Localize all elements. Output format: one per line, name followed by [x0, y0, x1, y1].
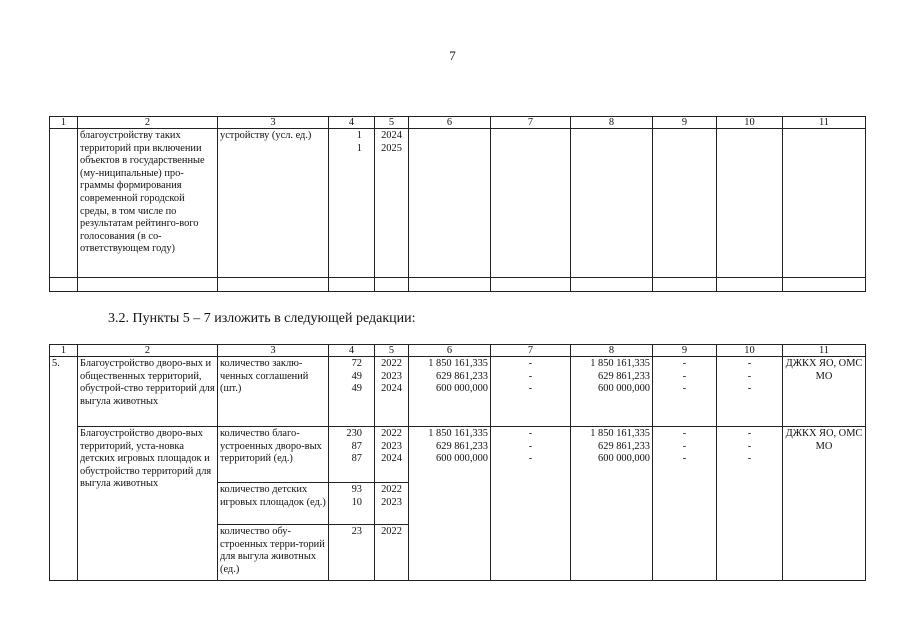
- dash: -: [747, 383, 752, 395]
- dash: -: [682, 453, 687, 465]
- dash: -: [747, 428, 752, 439]
- col-header: 11: [783, 117, 866, 129]
- col-header: 9: [653, 117, 717, 129]
- regional-funding-cell: [571, 427, 653, 581]
- value: 230: [346, 428, 362, 439]
- table-row: [50, 427, 866, 483]
- col-header: 4: [329, 117, 375, 129]
- amount: 600 000,000: [598, 453, 650, 465]
- dash: -: [528, 358, 533, 369]
- cell: [717, 129, 783, 278]
- dash: -: [528, 428, 533, 439]
- col-header: 8: [571, 345, 653, 357]
- col-header: 2: [78, 345, 218, 357]
- amount: 600 000,000: [436, 383, 488, 395]
- years-cell: [375, 427, 409, 483]
- value: 93: [351, 484, 362, 495]
- dash: -: [682, 358, 687, 369]
- amount: 629 861,233: [598, 370, 650, 382]
- local-funding-cell: [653, 427, 717, 581]
- page-number: 7: [449, 48, 456, 63]
- dash: -: [682, 440, 687, 452]
- table1-header-row: [50, 117, 866, 129]
- amount: 600 000,000: [436, 453, 488, 465]
- federal-funding-cell: [491, 357, 571, 427]
- year: 2022: [381, 484, 402, 495]
- col-header: 6: [409, 117, 491, 129]
- amendment-paragraph: 3.2. Пункты 5 – 7 изложить в следующей редакции:: [108, 311, 416, 326]
- col-header: 6: [409, 345, 491, 357]
- value: 72: [351, 358, 362, 369]
- dash: -: [747, 453, 752, 465]
- dash: -: [682, 428, 687, 439]
- col-header: 1: [50, 345, 78, 357]
- cell: [409, 278, 491, 292]
- years-cell: [375, 357, 409, 427]
- cell: [571, 129, 653, 278]
- federal-funding-cell: [491, 427, 571, 581]
- table-row: [50, 129, 866, 278]
- cell: [50, 278, 78, 292]
- regional-funding-cell: [571, 357, 653, 427]
- measure-description: благоустройству таких территорий при включении объектов в государственные (му-ниципальные) про-граммы формирования современной городской среды, в том числе по результатам рейтинго-вого голосования (в со-ответствующем году): [78, 129, 218, 278]
- extra-budget-cell: [717, 357, 783, 427]
- value: 87: [351, 440, 362, 452]
- indicator-cell: устройству (усл. ед.): [218, 129, 329, 278]
- value: 23: [351, 526, 362, 537]
- dash: -: [528, 370, 533, 382]
- years-cell: [375, 525, 409, 581]
- indicator-cell: количество заклю-ченных соглашений (шт.): [218, 357, 329, 427]
- indicator-cell: количество благо-устроенных дворо-вых территорий (ед.): [218, 427, 329, 483]
- col-header: 3: [218, 345, 329, 357]
- executor-cell: ДЖКХ ЯО, ОМС МО: [783, 357, 866, 427]
- year: 2024: [381, 130, 402, 141]
- col-header: 5: [375, 345, 409, 357]
- amount: 600 000,000: [598, 383, 650, 395]
- total-funding-cell: [409, 357, 491, 427]
- amount: 629 861,233: [436, 370, 488, 382]
- local-funding-cell: [653, 357, 717, 427]
- cell: [571, 278, 653, 292]
- dash: -: [682, 370, 687, 382]
- value: 1: [356, 130, 362, 141]
- table2-header-row: [50, 345, 866, 357]
- value: 10: [351, 496, 362, 508]
- values-cell: [329, 129, 375, 278]
- col-header: 1: [50, 117, 78, 129]
- dash: -: [747, 358, 752, 369]
- values-cell: [329, 525, 375, 581]
- col-header: 7: [491, 117, 571, 129]
- dash: -: [528, 440, 533, 452]
- years-cell: [375, 129, 409, 278]
- values-cell: [329, 427, 375, 483]
- cell: [717, 278, 783, 292]
- amount: 1 850 161,335: [428, 358, 488, 369]
- value: 1: [356, 142, 362, 154]
- dash: -: [747, 370, 752, 382]
- indicator-cell: количество обу-строенных терри-торий для выгула животных (ед.): [218, 525, 329, 581]
- table-row: [50, 357, 866, 427]
- year: 2022: [381, 358, 402, 369]
- amount: 629 861,233: [436, 440, 488, 452]
- amount: 1 850 161,335: [590, 358, 650, 369]
- cell: [375, 278, 409, 292]
- table-row: [50, 278, 866, 292]
- col-header: 4: [329, 345, 375, 357]
- col-header: 7: [491, 345, 571, 357]
- cell: [783, 278, 866, 292]
- year: 2022: [381, 526, 402, 537]
- value: 49: [351, 370, 362, 382]
- amount: 1 850 161,335: [428, 428, 488, 439]
- year: 2024: [381, 383, 402, 395]
- executor-cell: ДЖКХ ЯО, ОМС МО: [783, 427, 866, 581]
- col-header: 10: [717, 117, 783, 129]
- cell: [78, 278, 218, 292]
- cell: [653, 278, 717, 292]
- values-cell: [329, 357, 375, 427]
- values-cell: [329, 483, 375, 525]
- cell: [50, 129, 78, 278]
- value: 87: [351, 453, 362, 465]
- dash: -: [682, 383, 687, 395]
- measure-description: Благоустройство дворо-вых и общественных территорий, обустрой-ство территорий для выгула животных: [78, 357, 218, 427]
- continuation-table: [49, 116, 866, 292]
- amount: 1 850 161,335: [590, 428, 650, 439]
- indicator-cell: количество детских игровых площадок (ед.): [218, 483, 329, 525]
- dash: -: [747, 440, 752, 452]
- years-cell: [375, 483, 409, 525]
- year: 2025: [381, 142, 402, 154]
- col-header: 3: [218, 117, 329, 129]
- cell: [491, 278, 571, 292]
- cell: [783, 129, 866, 278]
- cell: [653, 129, 717, 278]
- cell: [409, 129, 491, 278]
- total-funding-cell: [409, 427, 491, 581]
- cell: [491, 129, 571, 278]
- dash: -: [528, 453, 533, 465]
- year: 2022: [381, 428, 402, 439]
- col-header: 9: [653, 345, 717, 357]
- col-header: 2: [78, 117, 218, 129]
- measure-description: Благоустройство дворо-вых территорий, уста-новка детских игровых площадок и обустройство территорий для выгула животных: [78, 427, 218, 581]
- col-header: 11: [783, 345, 866, 357]
- cell: [329, 278, 375, 292]
- year: 2024: [381, 453, 402, 465]
- year: 2023: [381, 440, 402, 452]
- col-header: 8: [571, 117, 653, 129]
- dash: -: [528, 383, 533, 395]
- year: 2023: [381, 496, 402, 508]
- col-header: 10: [717, 345, 783, 357]
- amount: 629 861,233: [598, 440, 650, 452]
- extra-budget-cell: [717, 427, 783, 581]
- value: 49: [351, 383, 362, 395]
- year: 2023: [381, 370, 402, 382]
- item-number: 5.: [50, 357, 78, 581]
- col-header: 5: [375, 117, 409, 129]
- cell: [218, 278, 329, 292]
- amended-items-table: [49, 344, 866, 581]
